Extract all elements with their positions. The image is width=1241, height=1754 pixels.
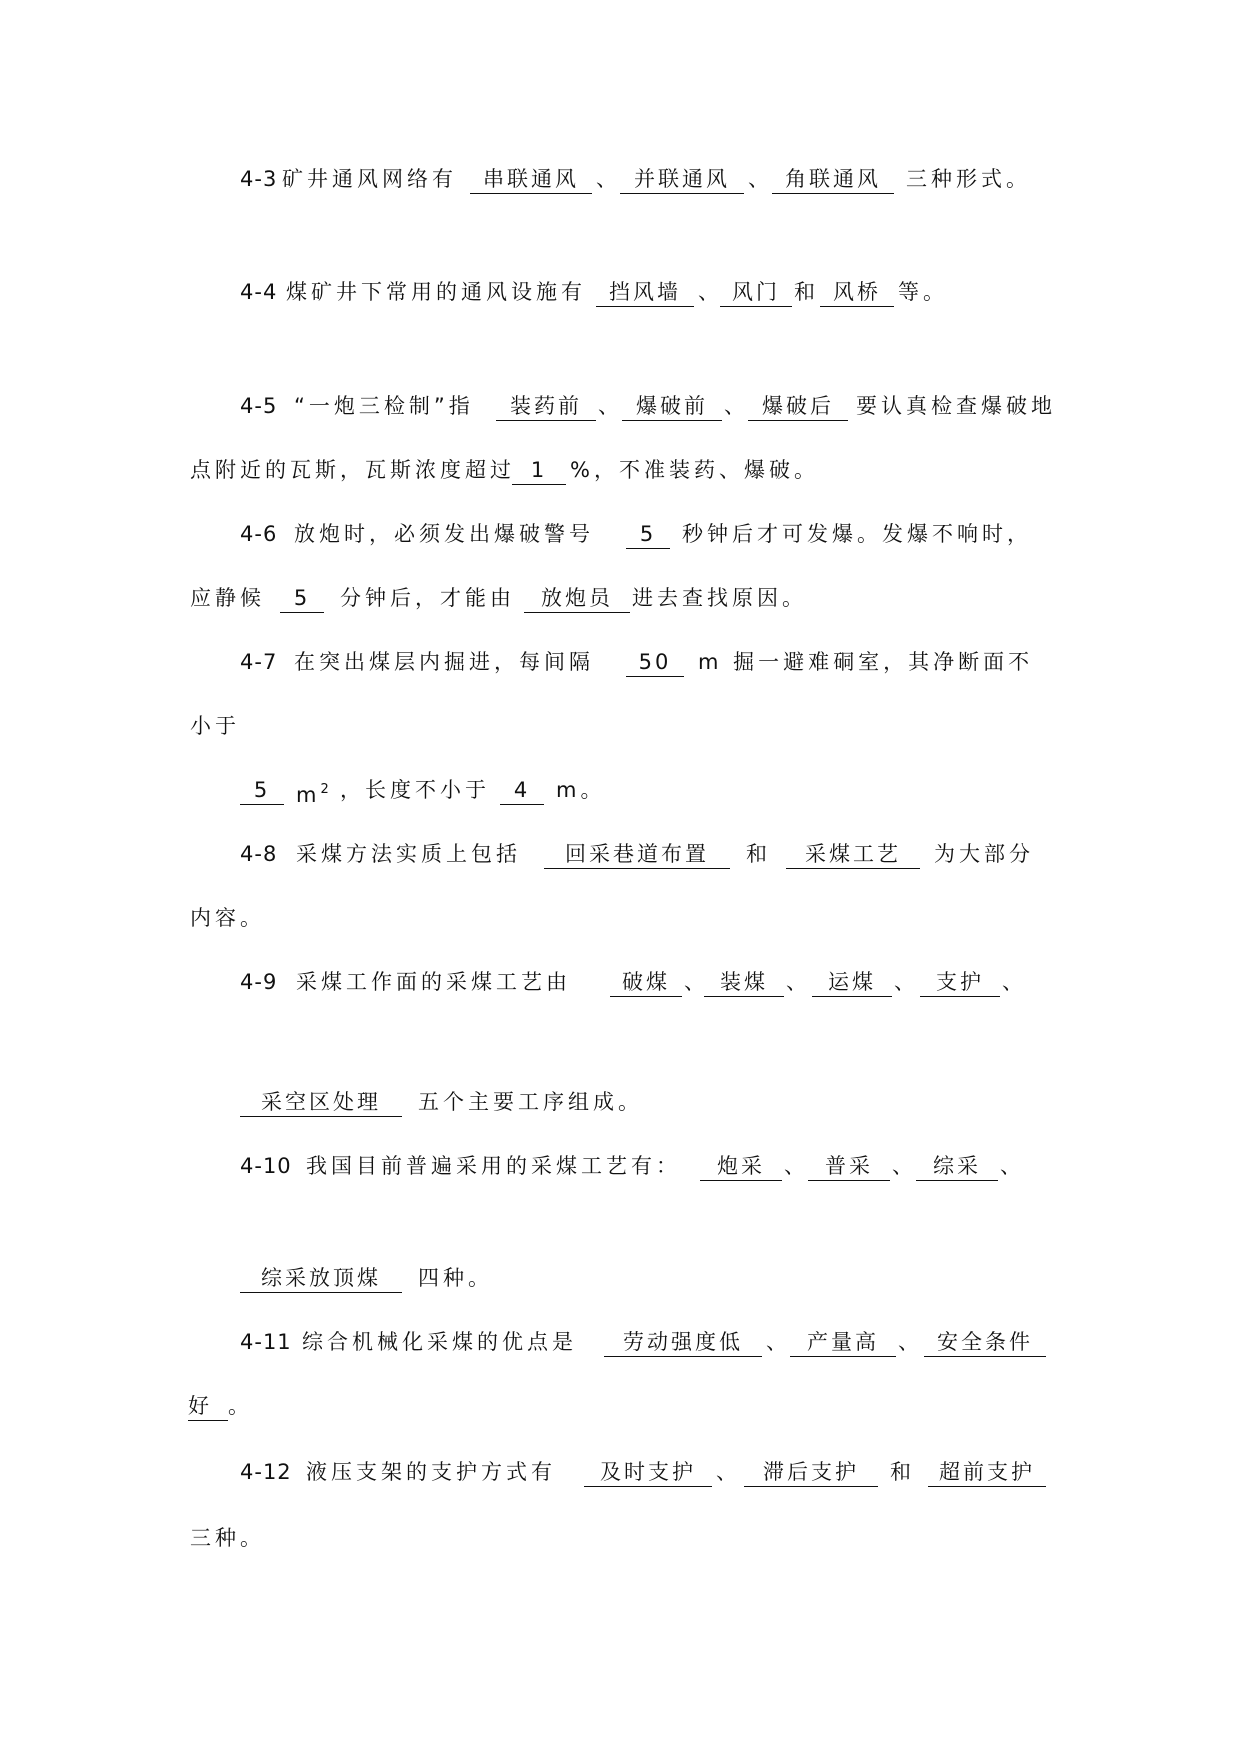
- question-text: 矿井通风网络有: [282, 167, 457, 191]
- question-number: 4-11: [240, 1330, 292, 1354]
- separator: 、: [748, 167, 773, 191]
- question-4-11: [0, 1322, 1241, 1362]
- question-text: 小于: [190, 714, 240, 738]
- answer-blank: 串联通风: [470, 159, 592, 194]
- answer-blank: 1: [512, 450, 566, 485]
- separator: 、: [596, 167, 621, 191]
- question-text: 煤矿井下常用的通风设施有: [286, 280, 586, 304]
- question-text: 四种。: [418, 1266, 493, 1290]
- answer-blank: 风桥: [820, 272, 894, 307]
- question-4-5-continued: [0, 450, 1241, 490]
- question-number: 4-3: [240, 167, 278, 191]
- question-text: 内容。: [190, 906, 265, 930]
- answer-blank: 放炮员: [524, 578, 630, 613]
- answer-blank: 装药前: [496, 386, 596, 421]
- answer-blank: 并联通风: [620, 159, 744, 194]
- question-text: 在突出煤层内掘进，每间隔: [294, 650, 594, 674]
- question-text: 采煤工作面的采煤工艺由: [296, 970, 571, 994]
- question-4-10-continued: [0, 1258, 1241, 1298]
- answer-blank: 综采: [916, 1146, 998, 1181]
- answer-blank: 滞后支护: [744, 1452, 878, 1487]
- question-number: 4-5: [240, 394, 278, 418]
- question-text: 三种。: [190, 1526, 265, 1550]
- question-4-6-continued: [0, 578, 1241, 618]
- question-text: 综合机械化采煤的优点是: [302, 1330, 577, 1354]
- answer-blank: 采煤工艺: [786, 834, 920, 869]
- answer-blank: 爆破后: [748, 386, 848, 421]
- question-number: 4-12: [240, 1460, 292, 1484]
- separator: 、: [1000, 1154, 1025, 1178]
- question-text: 。: [228, 1394, 253, 1418]
- question-text: m 掘一避难硐室，其净断面不: [698, 650, 1034, 674]
- question-text: 为大部分: [934, 842, 1034, 866]
- question-text: 点附近的瓦斯，瓦斯浓度超过: [190, 458, 515, 482]
- question-text: 分钟后，才能由: [340, 586, 515, 610]
- separator: 、: [598, 394, 623, 418]
- question-4-9-continued: [0, 1082, 1241, 1122]
- answer-blank: 50: [626, 642, 684, 677]
- answer-blank: 装煤: [704, 962, 784, 997]
- question-number: 4-9: [240, 970, 278, 994]
- question-text: “一炮三检制”指: [294, 394, 474, 418]
- unit-superscript: 2: [320, 782, 329, 797]
- answer-blank: 5: [280, 578, 324, 613]
- question-text: 液压支架的支护方式有: [306, 1460, 556, 1484]
- question-text: 等。: [898, 280, 948, 304]
- separator: 、: [724, 394, 749, 418]
- answer-blank: 5: [626, 514, 670, 549]
- separator: 、: [716, 1460, 741, 1484]
- answer-blank: 4: [500, 770, 544, 805]
- question-text: 三种形式。: [906, 167, 1031, 191]
- answer-blank: 破煤: [610, 962, 682, 997]
- question-number: 4-4: [240, 280, 278, 304]
- answer-blank: 角联通风: [772, 159, 894, 194]
- question-text: 我国目前普遍采用的采煤工艺有：: [306, 1154, 681, 1178]
- answer-blank: 炮采: [700, 1146, 782, 1181]
- answer-blank: 产量高: [790, 1322, 896, 1357]
- answer-blank: 回采巷道布置: [544, 834, 730, 869]
- question-number: 4-8: [240, 842, 278, 866]
- separator: 、: [786, 970, 811, 994]
- question-text: 和: [746, 842, 771, 866]
- question-4-6: [0, 514, 1241, 554]
- answer-blank: 挡风墙: [596, 272, 694, 307]
- question-number: 4-6: [240, 522, 278, 546]
- question-text: 和: [794, 280, 819, 304]
- question-4-10: [0, 1146, 1241, 1186]
- separator: 、: [766, 1330, 791, 1354]
- answer-blank: 劳动强度低: [604, 1322, 762, 1357]
- question-4-12-continued: [0, 1518, 1241, 1558]
- question-4-7-continued-2: [0, 770, 1241, 810]
- answer-blank: 普采: [808, 1146, 890, 1181]
- question-text: 应静候: [190, 586, 265, 610]
- question-text: 进去查找原因。: [632, 586, 807, 610]
- separator: 、: [698, 280, 723, 304]
- question-number: 4-7: [240, 650, 278, 674]
- question-text: 五个主要工序组成。: [418, 1090, 643, 1114]
- answer-blank: 超前支护: [928, 1452, 1046, 1487]
- question-number: 4-10: [240, 1154, 292, 1178]
- separator: 、: [892, 1154, 917, 1178]
- question-4-7-continued: [0, 706, 1241, 746]
- answer-blank: 综采放顶煤: [240, 1258, 402, 1293]
- separator: 、: [1002, 970, 1027, 994]
- answer-blank: 采空区处理: [240, 1082, 402, 1117]
- answer-blank: 及时支护: [584, 1452, 712, 1487]
- question-4-5: [0, 386, 1241, 426]
- answer-blank: 爆破前: [622, 386, 722, 421]
- answer-blank: 好: [188, 1386, 228, 1421]
- question-text: ，长度不小于: [340, 778, 490, 802]
- question-4-8: [0, 834, 1241, 874]
- question-text: 采煤方法实质上包括: [296, 842, 521, 866]
- separator: 、: [898, 1330, 923, 1354]
- question-text: m。: [556, 778, 606, 802]
- question-text: 秒钟后才可发爆。发爆不响时，: [682, 522, 1032, 546]
- question-4-7: [0, 642, 1241, 682]
- unit-label: m: [296, 783, 321, 807]
- answer-blank: 运煤: [812, 962, 892, 997]
- question-text: %，不准装药、爆破。: [570, 458, 819, 482]
- unit-square-meter: [296, 770, 329, 815]
- question-4-4: [0, 272, 1241, 312]
- separator: 、: [684, 970, 709, 994]
- separator: 、: [784, 1154, 809, 1178]
- answer-blank: 支护: [920, 962, 1000, 997]
- question-4-8-continued: [0, 898, 1241, 938]
- question-text: 要认真检查爆破地: [856, 394, 1056, 418]
- separator: 、: [894, 970, 919, 994]
- question-text: 和: [890, 1460, 915, 1484]
- question-text: 放炮时，必须发出爆破警号: [294, 522, 594, 546]
- question-4-3: [0, 159, 1241, 199]
- answer-blank: 安全条件: [924, 1322, 1046, 1357]
- question-4-12: [0, 1452, 1241, 1492]
- question-4-9: [0, 962, 1241, 1002]
- answer-blank: 风门: [720, 272, 792, 307]
- question-4-11-continued: [0, 1386, 1241, 1426]
- answer-blank: 5: [240, 770, 284, 805]
